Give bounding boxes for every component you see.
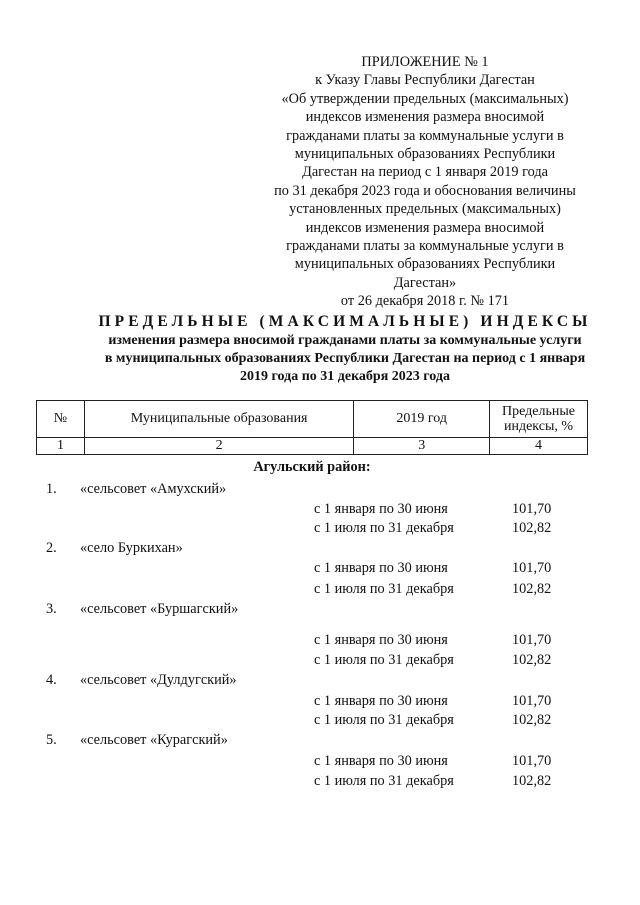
appendix-line: индексов изменения размера вносимой bbox=[305, 219, 545, 236]
period-label: с 1 января по 30 июня bbox=[314, 501, 448, 517]
index-value: 101,70 bbox=[512, 693, 552, 709]
appendix-line: Дагестан на период с 1 января 2019 года bbox=[302, 164, 548, 181]
appendix-line: индексов изменения размера вносимой bbox=[305, 109, 545, 126]
index-value: 101,70 bbox=[512, 753, 552, 769]
appendix-line: к Указу Главы Республики Дагестан bbox=[315, 72, 535, 89]
heading-title: ПРЕДЕЛЬНЫЕ (МАКСИМАЛЬНЫЕ) ИНДЕКСЫ bbox=[98, 313, 592, 330]
entry-name: «сельсовет «Амухский» bbox=[80, 481, 227, 497]
appendix-line: от 26 декабря 2018 г. № 171 bbox=[340, 293, 510, 310]
district-heading: Агульский район: bbox=[253, 459, 371, 475]
period-label: с 1 января по 30 июня bbox=[314, 693, 448, 709]
appendix-line: установленных предельных (максимальных) bbox=[289, 201, 561, 218]
entry-name: «сельсовет «Буршагский» bbox=[80, 601, 239, 617]
entry-name: «сельсовет «Курагский» bbox=[80, 732, 228, 748]
column-number: 1 bbox=[37, 438, 85, 455]
column-number: 3 bbox=[354, 438, 490, 455]
index-value: 102,82 bbox=[512, 520, 552, 536]
header-municipality: Муниципальные образования bbox=[84, 401, 353, 438]
period-label: с 1 июля по 31 декабря bbox=[314, 581, 454, 597]
period-label: с 1 июля по 31 декабря bbox=[314, 520, 454, 536]
index-value: 101,70 bbox=[512, 501, 552, 517]
index-value: 101,70 bbox=[512, 560, 552, 576]
column-number: 2 bbox=[84, 438, 353, 455]
header-number: № bbox=[37, 401, 85, 438]
period-label: с 1 января по 30 июня bbox=[314, 560, 448, 576]
heading-subtitle-line: в муниципальных образованиях Республики Дагестан на период с 1 января bbox=[104, 350, 586, 366]
period-label: с 1 января по 30 июня bbox=[314, 753, 448, 769]
index-value: 102,82 bbox=[512, 581, 552, 597]
entry-number: 1. bbox=[46, 481, 57, 497]
index-value: 102,82 bbox=[512, 773, 552, 789]
period-label: с 1 июля по 31 декабря bbox=[314, 712, 454, 728]
appendix-line: ПРИЛОЖЕНИЕ № 1 bbox=[361, 54, 489, 70]
index-value: 102,82 bbox=[512, 652, 552, 668]
entry-name: «сельсовет «Дулдугский» bbox=[80, 672, 237, 688]
heading-subtitle-line: изменения размера вносимой гражданами платы за коммунальные услуги bbox=[108, 333, 582, 348]
header-index: Предельные индексы, % bbox=[490, 401, 588, 438]
period-label: с 1 июля по 31 декабря bbox=[314, 773, 454, 789]
period-label: с 1 июля по 31 декабря bbox=[314, 652, 454, 668]
appendix-line: Дагестан» bbox=[393, 274, 457, 291]
appendix-line: муниципальных образованиях Республики bbox=[294, 256, 556, 273]
entry-name: «село Буркихан» bbox=[80, 540, 183, 556]
header-year: 2019 год bbox=[354, 401, 490, 438]
heading-subtitle-line: 2019 года по 31 декабря 2023 года bbox=[240, 368, 450, 384]
appendix-line: по 31 декабря 2023 года и обоснования величины bbox=[274, 182, 576, 199]
entry-number: 4. bbox=[46, 672, 57, 688]
appendix-line: гражданами платы за коммунальные услуги в bbox=[286, 127, 564, 144]
appendix-line: «Об утверждении предельных (максимальных) bbox=[281, 90, 569, 107]
index-value: 102,82 bbox=[512, 712, 552, 728]
appendix-line: муниципальных образованиях Республики bbox=[294, 146, 556, 163]
appendix-line: гражданами платы за коммунальные услуги в bbox=[286, 238, 564, 255]
entry-number: 3. bbox=[46, 601, 57, 617]
entry-number: 2. bbox=[46, 540, 57, 556]
entry-number: 5. bbox=[46, 732, 57, 748]
period-label: с 1 января по 30 июня bbox=[314, 632, 448, 648]
index-value: 101,70 bbox=[512, 632, 552, 648]
column-number: 4 bbox=[490, 438, 588, 455]
